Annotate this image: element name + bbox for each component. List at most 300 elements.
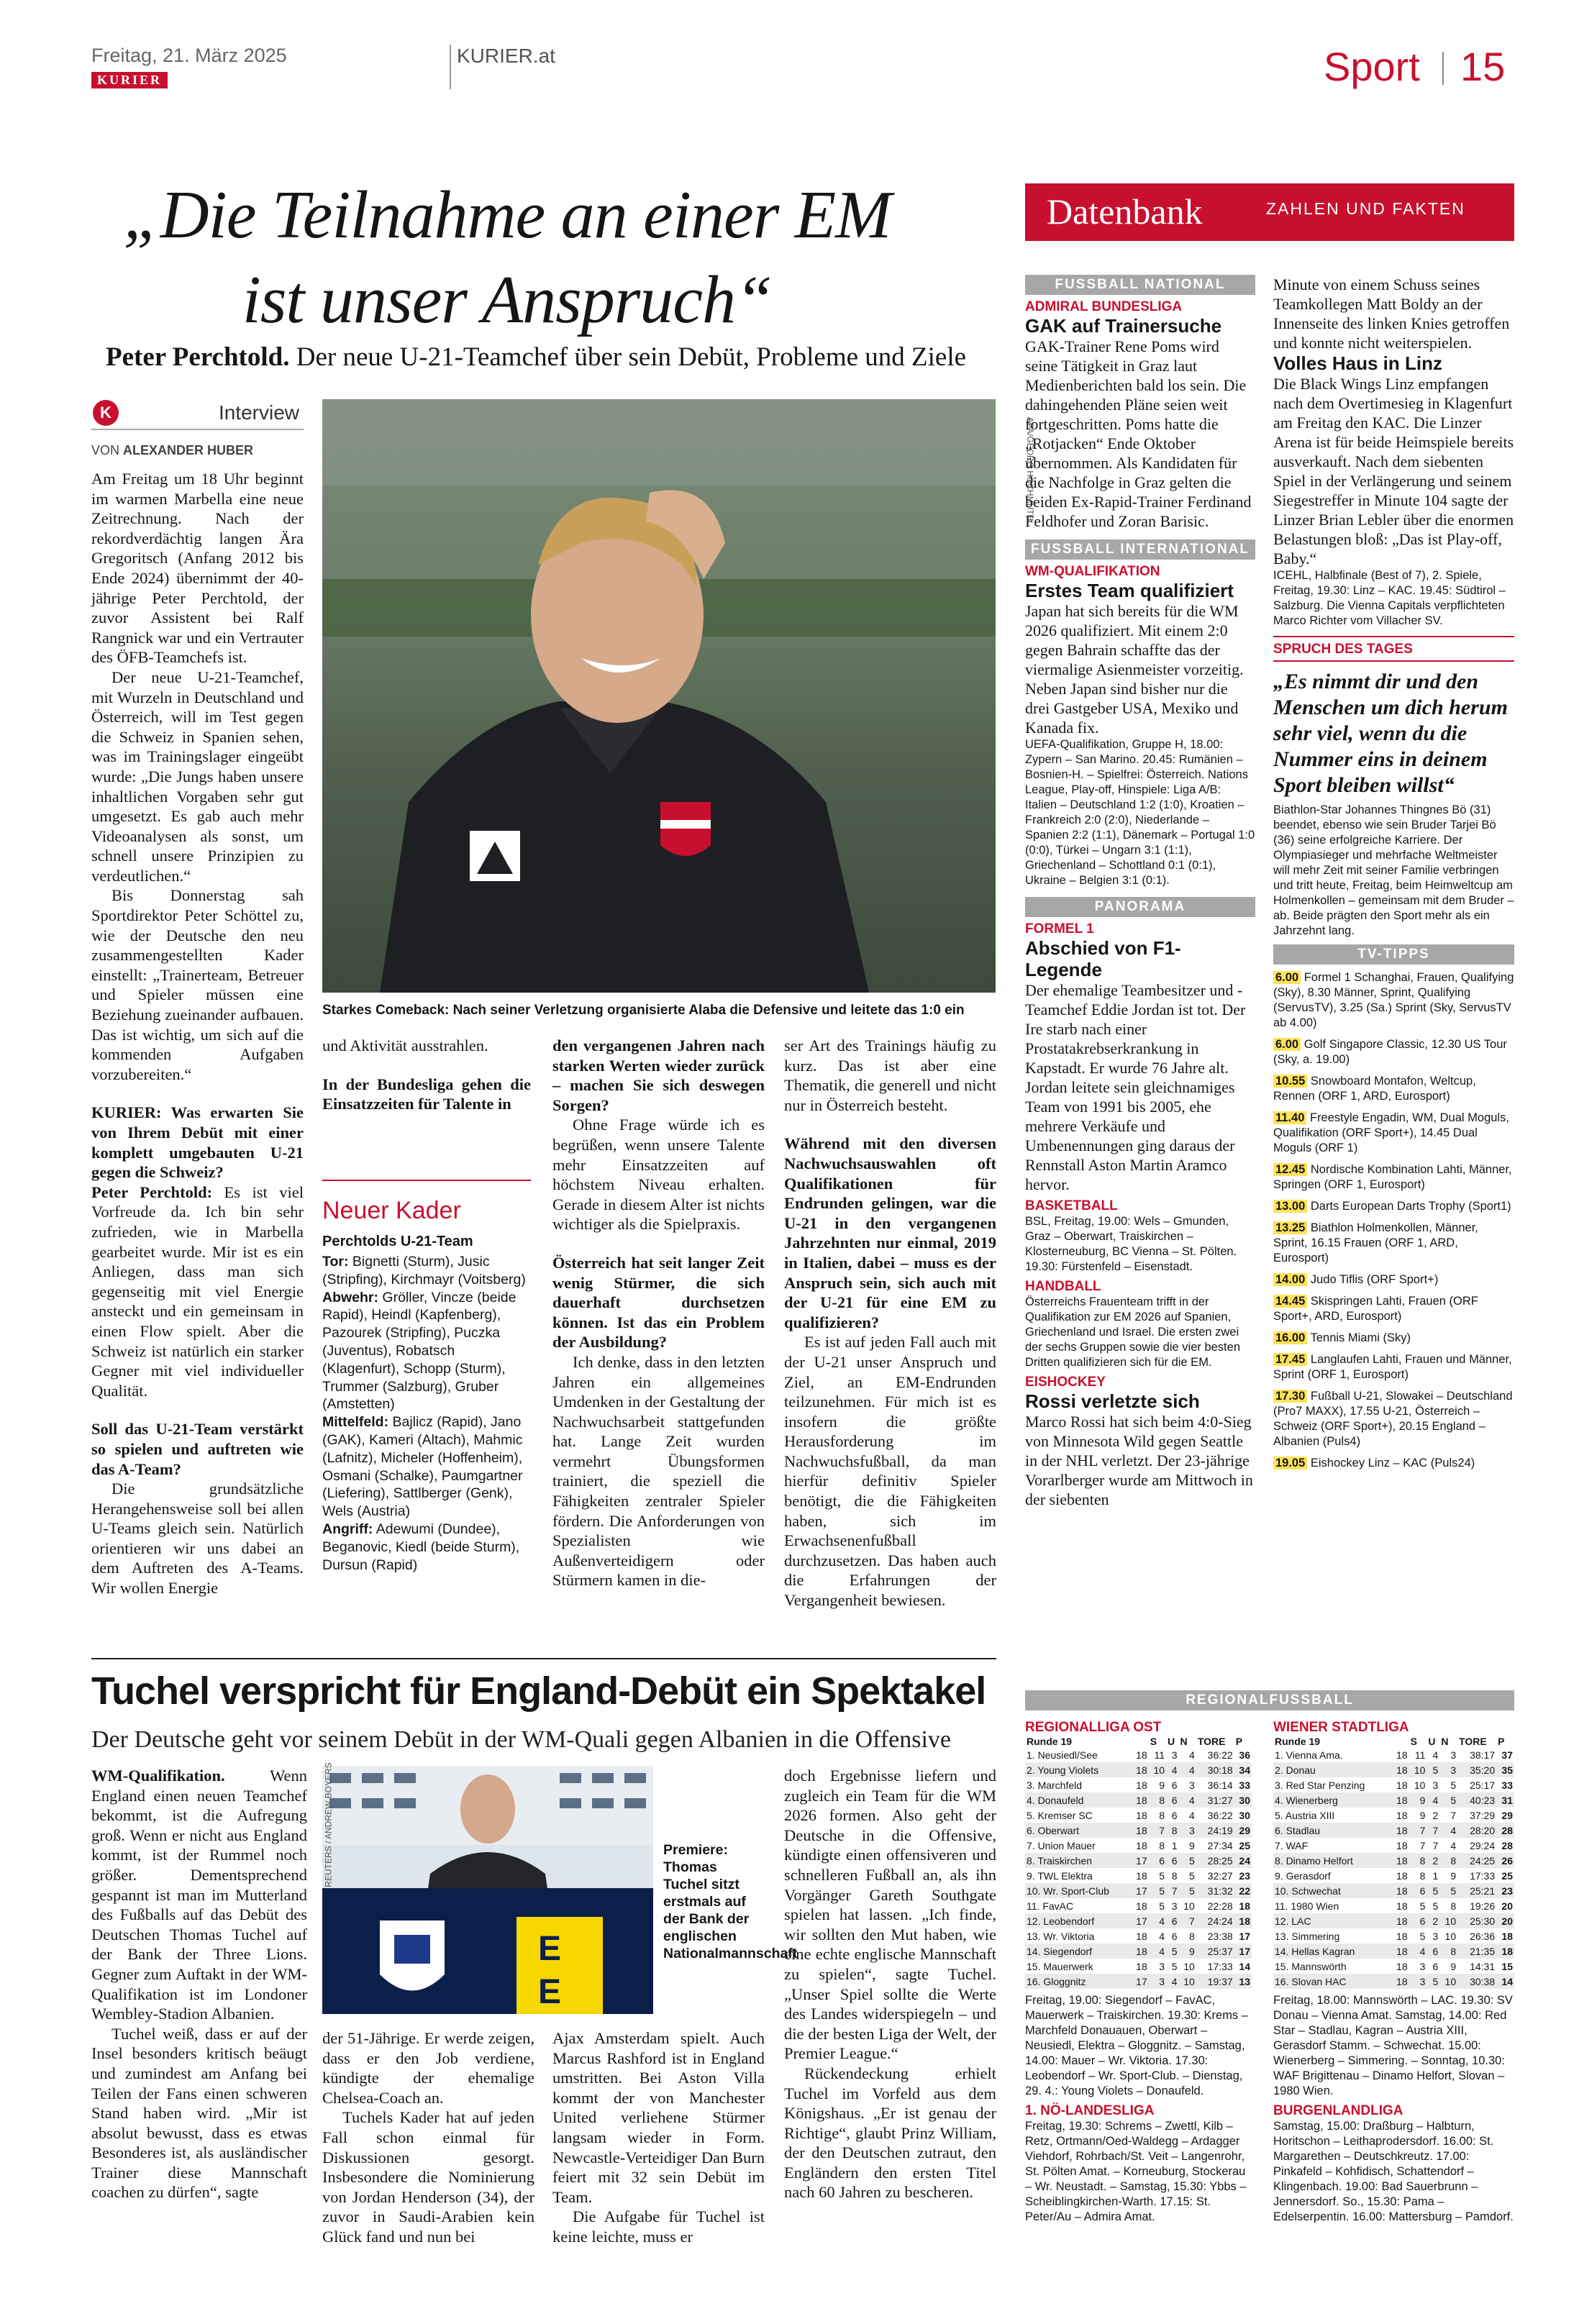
table-cell: 5 <box>1439 1792 1457 1808</box>
table-cell: 18 <box>1131 1792 1148 1808</box>
table-cell: 3 <box>1419 1960 1426 1972</box>
table-cell: 5 <box>1189 1869 1195 1882</box>
table-cell: 10 <box>1409 1762 1427 1777</box>
table-row <box>1025 1792 1252 1808</box>
table-cell: 14. Siegendorf <box>1025 1943 1131 1959</box>
table-cell: 20 <box>1501 1900 1513 1912</box>
bar-tv: TV-TIPPS <box>1273 944 1514 965</box>
table-cell: 8 <box>1159 1809 1165 1821</box>
table-cell: 5 <box>1171 1960 1178 1972</box>
table-cell: 5 <box>1426 1974 1439 1989</box>
table-cell: 1 <box>1171 1839 1178 1851</box>
tv-tip-text: Biathlon Holmenkollen, Männer, Sprint, 16.15 Frauen (ORF 1, ARD, Eurosport) <box>1273 1221 1478 1264</box>
table-cell: 5 <box>1149 1883 1166 1898</box>
table-cell: 30:18 <box>1196 1762 1234 1777</box>
table-cell: 5 <box>1432 1900 1439 1912</box>
table-cell: 25:17 <box>1470 1779 1496 1791</box>
tv-tip-text: Judo Tiflis (ORF Sport+) <box>1310 1273 1439 1286</box>
table-cell: 30:38 <box>1457 1974 1496 1989</box>
table-row <box>1025 1883 1252 1898</box>
tv-tip-time: 10.55 <box>1273 1075 1307 1088</box>
table-cell: 11 <box>1154 1749 1165 1761</box>
table-cell: 14 <box>1496 1974 1514 1989</box>
table-row <box>1025 1838 1252 1853</box>
table-row <box>1273 1792 1514 1808</box>
table-cell: 18 <box>1396 1839 1408 1851</box>
table-cell: 21:35 <box>1457 1943 1496 1959</box>
table-cell: 8 <box>1409 1853 1427 1868</box>
tv-tip-item <box>1273 1456 1514 1471</box>
table-cell: 18 <box>1391 1823 1409 1838</box>
table-row <box>1025 1943 1252 1959</box>
table-cell: 5 <box>1450 1779 1457 1791</box>
table-cell: 33 <box>1501 1779 1513 1791</box>
table-cell: 8 <box>1439 1853 1457 1868</box>
tv-list <box>1273 970 1514 1471</box>
table-cell: 4 <box>1149 1913 1166 1928</box>
table-cell: 18 <box>1391 1762 1409 1777</box>
table-cell: 4 <box>1179 1792 1196 1808</box>
table-row <box>1273 1853 1514 1868</box>
table-cell: 18 <box>1136 1749 1147 1761</box>
table-cell: 5. Kremser SC <box>1027 1809 1093 1821</box>
table-cell: 18 <box>1136 1900 1147 1912</box>
table-cell: 4 <box>1166 1974 1179 1989</box>
table-cell: 7. Union Mauer <box>1027 1839 1096 1851</box>
table-cell: 28:25 <box>1196 1853 1234 1868</box>
table-cell: 23 <box>1496 1883 1514 1898</box>
tv-tip-time: 14.00 <box>1273 1273 1307 1286</box>
table-cell: 30 <box>1239 1809 1250 1821</box>
tv-tip-time: 13.00 <box>1273 1200 1307 1213</box>
table-row <box>1273 1777 1514 1792</box>
table-cell: 19:26 <box>1470 1900 1496 1912</box>
table-cell: 16. Gloggnitz <box>1025 1974 1131 1989</box>
table-cell: 5 <box>1179 1883 1196 1898</box>
kader-list: Tor: Bignetti (Sturm), Jusic (Stripfing), Kirchmayr (Voitsberg) Abwehr: Gröller, Vincze (beide Rapid), Heindl (Kapfenberg), Pazourek (Stripfing), Puczka (Juventus), Robatsch (Klagenfurt), Schopp (Sturm), Trummer (Salzburg), Gruber (Amstetten) Mittelfeld: Bajlicz (Rapid), Jano (GAK), Kameri (Altach), Mahmic (Lafnitz), Micheler (Hoffenheim), Osmani (Schalke), Paumgartner (Liefering), Sattlberger (Genk), Wels (Austria) Angriff: Adewumi (Dundee), Beganovic, Kiedl (beide Sturm), Dursun (Rapid) <box>322 1254 526 1573</box>
table-cell: 25:21 <box>1457 1883 1496 1898</box>
table-cell: 1 <box>1432 1869 1439 1882</box>
table-cell: 24:25 <box>1457 1853 1496 1868</box>
table-cell: 35:20 <box>1457 1762 1496 1777</box>
table-cell: 6. Oberwart <box>1025 1823 1131 1838</box>
table-row <box>1025 1823 1252 1838</box>
table-cell: 3 <box>1409 1974 1427 1989</box>
table-cell: 10 <box>1439 1974 1457 1989</box>
table-cell: 10. Wr. Sport-Club <box>1025 1883 1131 1898</box>
table-cell: 4 <box>1189 1809 1195 1821</box>
table-cell: 36:22 <box>1207 1749 1233 1761</box>
table-cell: 6 <box>1166 1913 1179 1928</box>
table-cell: 10. Schwechat <box>1273 1883 1391 1898</box>
article1-col2: und Aktivität ausstrahlen. In der Bundesliga gehen die Einsatzzeiten für Talente in <box>322 1036 531 1113</box>
table-cell: 17 <box>1234 1943 1252 1959</box>
table-cell: 6 <box>1409 1883 1427 1898</box>
table-cell: 18 <box>1396 1869 1408 1882</box>
tv-tip-text: Formel 1 Schanghai, Frauen, Qualifying (Sky), 8.30 Männer, Sprint, Qualifying (ServusTV), 3.25 (Sa.) Sprint (Sky, ServusTV ab 4.00) <box>1273 971 1514 1029</box>
table-cell: 18 <box>1131 1823 1148 1838</box>
table-cell: 3. Red Star Penzing <box>1275 1779 1365 1791</box>
table-cell: 4 <box>1432 1749 1439 1761</box>
table-cell: 2. Young Violets <box>1025 1762 1131 1777</box>
table-cell: 3 <box>1159 1960 1165 1972</box>
table-cell: 8 <box>1149 1792 1166 1808</box>
tv-tip-time: 19.05 <box>1273 1457 1307 1469</box>
svg-text:E: E <box>538 1973 562 2011</box>
table-cell: 4. Donaufeld <box>1025 1792 1131 1808</box>
question-1: KURIER: Was erwarten Sie von Ihrem Debüt mit einer komplett umgebauten U-21 gegen die Schweiz? <box>91 1103 304 1182</box>
table-cell: 9 <box>1409 1792 1427 1808</box>
table-cell: 3 <box>1432 1930 1439 1942</box>
table-cell: 15. Mauerwerk <box>1027 1960 1093 1972</box>
table-cell: 8. Dinamo Helfort <box>1273 1853 1391 1868</box>
tv-tip-time: 17.45 <box>1273 1353 1307 1366</box>
table-cell: 8 <box>1171 1869 1178 1882</box>
table-cell: 37 <box>1501 1749 1513 1761</box>
tv-tip-item <box>1273 1352 1514 1382</box>
table-cell: 7 <box>1166 1883 1179 1898</box>
table-cell: 17 <box>1131 1883 1148 1898</box>
regional-bar: REGIONALFUSSBALL <box>1025 1690 1514 1710</box>
article2-photo-credit: REUTERS / ANDREW BOYERS <box>323 1762 334 1887</box>
table-row <box>1273 1823 1514 1838</box>
table-cell: 7 <box>1419 1839 1426 1851</box>
table-cell: 11 <box>1414 1749 1426 1761</box>
table-cell: 2 <box>1426 1913 1439 1928</box>
table-cell: 4 <box>1159 1930 1165 1942</box>
answer-1: Peter Perchtold: Es ist viel Vorfreude da. Ich bin sehr zufrieden, wie in Marbella gearbeitet wurde. Mir ist es ein Anliegen, dass man sich gegenseitig mit viel Energie ansteckt und ein gemeinsam in einen Flow spielt. Aber die Schweiz ist natürlich ein starker Gegner mit viel individueller Qualität. <box>91 1182 304 1400</box>
table-cell: 32:27 <box>1207 1869 1233 1882</box>
table-cell: 7 <box>1409 1823 1427 1838</box>
table-cell: 18 <box>1396 1960 1408 1972</box>
table-cell: 4. Wienerberg <box>1273 1792 1391 1808</box>
table-cell: 10 <box>1183 1960 1195 1972</box>
table-cell: 4 <box>1166 1762 1179 1777</box>
article1-photo <box>322 399 1035 993</box>
table-cell: 9 <box>1419 1809 1426 1821</box>
tv-tip-item <box>1273 1331 1514 1346</box>
table-cell: 4 <box>1189 1749 1195 1761</box>
table-cell: 9. Gerasdorf <box>1275 1869 1331 1882</box>
table-cell: 12. Leobendorf <box>1025 1913 1131 1928</box>
table-cell: 18 <box>1131 1762 1148 1777</box>
table-cell: 13. Wr. Viktoria <box>1027 1930 1095 1942</box>
article2-subheadline: Der Deutsche geht vor seinem Debüt in der WM-Quali gegen Albanien in die Offensive <box>91 1726 952 1753</box>
table-cell: 4 <box>1439 1823 1457 1838</box>
table-cell: 34 <box>1234 1762 1252 1777</box>
table-row <box>1025 1777 1252 1792</box>
table-cell: 8 <box>1439 1943 1457 1959</box>
table-cell: 9 <box>1179 1943 1196 1959</box>
table-row <box>1273 1974 1514 1989</box>
bar-panorama: PANORAMA <box>1025 897 1255 917</box>
table-cell: 5 <box>1159 1900 1165 1912</box>
tv-tip-item <box>1273 1037 1514 1067</box>
table-row <box>1273 1838 1514 1853</box>
table-cell: 9. TWL Elektra <box>1027 1869 1093 1882</box>
table-cell: 25 <box>1501 1869 1513 1882</box>
table-cell: 28 <box>1496 1823 1514 1838</box>
article2-col2: der 51-Jährige. Er werde zeigen, dass er den Job verdiene, kündigte der ehemalige Chelsea-Coach an. Tuchels Kader hat auf jeden Fall schon einmal für Diskussionen gesorgt. Insbesondere die Nominierung von Jordan Henderson (34), der zuvor in Saudi-Arabien kein Glück fand und nun bei <box>322 2029 534 2246</box>
table-cell: 6 <box>1409 1913 1427 1928</box>
table-cell: 31:27 <box>1196 1792 1234 1808</box>
table-cell: 10 <box>1149 1762 1166 1777</box>
table-row <box>1273 1898 1514 1913</box>
table-cell: 5 <box>1439 1883 1457 1898</box>
tv-tip-text: Nordische Kombination Lahti, Männer, Springen (ORF 1, Eurosport) <box>1273 1163 1512 1191</box>
table-cell: 10 <box>1439 1913 1457 1928</box>
table-row <box>1025 1928 1252 1943</box>
article2-headline: Tuchel verspricht für England-Debüt ein Spektakel <box>91 1669 986 1713</box>
table-row <box>1025 1808 1252 1823</box>
datenbank-header <box>1025 183 1514 241</box>
table-cell: 18 <box>1136 1779 1147 1791</box>
table-cell: 6 <box>1166 1853 1179 1868</box>
table-cell: 2. Donau <box>1273 1762 1391 1777</box>
table-cell: 6 <box>1432 1960 1439 1972</box>
table-cell: 40:23 <box>1457 1792 1496 1808</box>
kader-box <box>322 1180 531 1574</box>
england-crest <box>380 1920 445 1991</box>
page-header <box>0 0 1579 101</box>
table-row <box>1025 1868 1252 1883</box>
table-cell: 8. Traiskirchen <box>1025 1853 1131 1868</box>
tv-tip-time: 13.25 <box>1273 1221 1307 1234</box>
tv-tip-text: Tennis Miami (Sky) <box>1310 1331 1411 1344</box>
table-cell: 10 <box>1179 1974 1196 1989</box>
table-cell: 8 <box>1159 1839 1165 1851</box>
table-row <box>1273 1747 1514 1762</box>
table-cell: 6 <box>1166 1792 1179 1808</box>
article2-col1: WM-Qualifikation. Wenn England einen neuen Teamchef bekommt, ist die Aufregung groß. Wenn er nicht aus England kommt, ist der Rummel noch größer. Dementsprechend gespannt ist man im Mutterland des Fußballs auf das Debüt des Deutschen Thomas Tuchel auf der Bank der Three Lions. Gegner zum Auftakt in der WM-Qualifikation ist im Londoner Wembley-Stadion Albanien. Tuchel weiß, dass er auf der Insel besonders kritisch beäugt und zumindest am Anfang bei Teilen der Fans einen schweren Stand haben wird. „Mir ist absolut bewusst, dass es etwas Besonderes ist, als ausländischer Trainer diese Mannschaft coachen zu dürfen“, sagte <box>91 1767 307 2202</box>
table-cell: 3 <box>1450 1749 1457 1761</box>
table-cell: 18 <box>1131 1943 1148 1959</box>
article2-col3: Ajax Amsterdam spielt. Auch Marcus Rashford ist in England umstritten. Bei Aston Villa kommt der von Manchester United verliehene Stürmer langsam wieder in Form. Newcastle-Verteidiger Dan Burn feiert mit 32 sein Debüt im Team. Die Aufgabe für Tuchel ist keine leichte, muss er <box>552 2029 765 2246</box>
header-site[interactable]: KURIER.at <box>457 45 555 67</box>
table-cell: 5 <box>1419 1900 1426 1912</box>
tv-tip-text: Freestyle Engadin, WM, Dual Moguls, Qualifikation (ORF Sport+), 14.45 Dual Moguls (ORF 1) <box>1273 1111 1509 1154</box>
tv-tip-item <box>1273 1272 1514 1288</box>
table-cell: 6 <box>1149 1853 1166 1868</box>
table-cell: 18 <box>1136 1960 1147 1972</box>
table-cell: 23:38 <box>1207 1930 1233 1942</box>
tv-tip-item <box>1273 1111 1514 1156</box>
k-icon: K <box>93 400 119 426</box>
article1-col1: Am Freitag um 18 Uhr beginnt im warmen Marbella eine neue Zeitrechnung. Nach der rekordverdächtig langen Ära Gregoritsch (Anfang 2012 bis Ende 2024) übernimmt der 40-jährige Peter Perchtold, der zuvor Assistent bei Ralf Rangnick war und ein Vertrauter des ÖFB-Teamchefs ist. Der neue U-21-Teamchef, mit Wurzeln in Deutschland und Österreich, will im Test gegen die Schweiz in Spanien sehen, was im Trainingslager eingeübt wurde: „Die Jungs haben unsere inhaltlichen Vorgaben sehr gut umgesetzt. Es gab auch mehr Videoanalysen als sonst, um schnell unsere Prinzipien zu verdeutlichen.“ Bis Donnerstag sah Sportdirektor Peter Schöttel zu, wie der Deutsche den neu zusammengestellten Kader einstellt: „Trainerteam, Betreuer und Spieler müssen eine Beziehung zueinander aufbauen. Das ist wichtig, um sich auf die kommenden Aufgaben vorzubereiten.“ KURIER: Was erwarten Sie von Ihrem Debüt mit einer komplett umgebauten U-21 gegen die Schweiz? Peter Perchtold: Es ist viel Vorfreude da. Ich bin sehr zufrieden, wie in Marbella gearbeitet wurde. Mir ist es ein Anliegen, dass man sich gegenseitig mit viel Energie ansteckt und ein gemeinsam in einen Flow spielt. Aber die Schweiz ist natürlich ein starker Gegner mit viel individueller Qualität. Soll das U-21-Team verstärkt so spielen und auftreten wie das A-Team? Die grundsätzliche Herangehensweise soll bei allen U-Teams gleich sein. Natürlich orientieren wir uns dabei an dem Auftreten des A-Teams. Wir wollen Energie <box>91 470 304 1598</box>
table-row <box>1025 1913 1252 1928</box>
table-cell: 1. Neusiedl/See <box>1027 1749 1098 1761</box>
table-cell: 6 <box>1426 1943 1439 1959</box>
table-row <box>1273 1959 1514 1974</box>
header-date: Freitag, 21. März 2025 <box>91 45 287 66</box>
table-cell: 5 <box>1159 1869 1165 1882</box>
table-row <box>1025 1747 1252 1762</box>
table-cell: 7 <box>1426 1823 1439 1838</box>
table-row <box>1025 1898 1252 1913</box>
ee-logo <box>517 1917 603 2014</box>
table-cell: 13. Simmering <box>1275 1930 1340 1942</box>
table-cell: 14. Hellas Kagran <box>1273 1943 1391 1959</box>
table-cell: 8 <box>1450 1900 1457 1912</box>
table-cell: 19:37 <box>1196 1974 1234 1989</box>
table-cell: 17:33 <box>1207 1960 1233 1972</box>
table-cell: 9 <box>1450 1960 1457 1972</box>
table-cell: 7 <box>1149 1823 1166 1838</box>
table-cell: 4 <box>1409 1943 1427 1959</box>
table-cell: 18 <box>1136 1869 1147 1882</box>
bar-international: FUSSBALL INTERNATIONAL <box>1025 539 1255 560</box>
svg-text:E: E <box>538 1930 562 1968</box>
table-cell: 17 <box>1131 1974 1148 1989</box>
table-cell: 24:24 <box>1196 1913 1234 1928</box>
table-cell: 36:14 <box>1207 1779 1233 1791</box>
tv-tip-item <box>1273 1199 1514 1214</box>
table-cell: 17:33 <box>1470 1869 1496 1882</box>
table-cell: 24 <box>1234 1853 1252 1868</box>
table-cell: 28:20 <box>1457 1823 1496 1838</box>
kurier-logo: KURIER <box>91 72 168 88</box>
table-cell: 38:17 <box>1470 1749 1496 1761</box>
table-cell: 18 <box>1391 1883 1409 1898</box>
table-cell: 3 <box>1171 1749 1178 1761</box>
table-cell: 11. FavAC <box>1027 1900 1074 1912</box>
tv-tip-time: 6.00 <box>1273 971 1301 984</box>
tv-tip-item <box>1273 970 1514 1031</box>
table-cell: 14:31 <box>1470 1960 1496 1972</box>
tv-tip-item <box>1273 1162 1514 1193</box>
table-cell: 25:37 <box>1196 1943 1234 1959</box>
table-cell: 9 <box>1159 1779 1165 1791</box>
table-cell: 18 <box>1391 1974 1409 1989</box>
kader-title: Neuer Kader <box>322 1197 461 1224</box>
regionalliga-ost-table: Runde 19 S U N TORE P 1. Neusiedl/See 18 11 3 4 36:22 36 2. Young Violets 18 10 4 4 30:18 34 3. Marchfeld 18 9 6 3 36:14 33 4. Donaufeld 18 8 6 4 31:27 30 5. Kremser SC 18 8 6 4 36:22 30 6. Oberwart 18 7 8 3 24:19 29 7. Union Mauer 18 8 1 9 27:34 25 8. Traiskirchen 17 6 6 5 28:25 24 9. TWL Elektra 18 5 8 5 32:27 23 10. Wr. Sport-Club 17 5 7 5 31:32 22 11. FavAC 18 5 3 10 22:28 18 12. Leobendorf 17 4 6 7 24:24 18 13. Wr. Viktoria 18 4 6 8 23:38 17 14. Siegendorf 18 4 5 9 25:37 17 15. Mauerwerk 18 3 5 10 17:33 14 16. Gloggnitz 17 3 4 10 19:37 13 <box>1025 1736 1252 1989</box>
table-cell: 3 <box>1171 1900 1178 1912</box>
table-cell: 18 <box>1391 1913 1409 1928</box>
spruch-head: SPRUCH DES TAGES <box>1273 642 1413 657</box>
table-cell: 6 <box>1171 1809 1178 1821</box>
table-cell: 29 <box>1501 1809 1513 1821</box>
table-cell: 18 <box>1396 1779 1408 1791</box>
table-cell: 22:28 <box>1207 1900 1233 1912</box>
table-cell: 18 <box>1391 1792 1409 1808</box>
table-cell: 7 <box>1179 1913 1196 1928</box>
table-cell: 18 <box>1391 1853 1409 1868</box>
tv-tip-text: Skispringen Lahti, Frauen (ORF Sport+, ARD, Eurosport) <box>1273 1295 1478 1323</box>
press-photo <box>322 1766 653 2014</box>
table-cell: 4 <box>1450 1839 1457 1851</box>
table-cell: 9 <box>1189 1839 1195 1851</box>
photo-caption: Starkes Comeback: Nach seiner Verletzung organisierte Alaba die Defensive und leitete das 1:0 ein <box>322 1003 965 1018</box>
table-cell: 3 <box>1189 1779 1195 1791</box>
raiffeisen-logo <box>470 831 520 881</box>
table-row <box>1025 1762 1252 1777</box>
table-cell: 16. Slovan HAC <box>1273 1974 1391 1989</box>
table-row <box>1273 1883 1514 1898</box>
table-cell: 37:29 <box>1470 1809 1496 1821</box>
datenbank-col2: Minute von einem Schuss seines Teamkollegen Matt Boldy an der Innenseite des linken Knies getroffen und konnte nicht weiterspielen. Volles Haus in Linz Die Black Wings Linz empfangen nach dem Overtimesieg in Klagenfurt am Freitag den KAC. Die Linzer Arena ist für beide Heimspiele bereits ausverkauft. Nach dem siebenten Spiel in der Verlängerung und seinem Siegestreffer in Minute 104 sagte der Linzer Brian Lebler über die enormen Belastungen bloß: „Das ist Play-off, Baby.“ ICEHL, Halbfinale (Best of 7), 2. Spiele, Freitag, 19.30: Linz – KAC. 19.45: Südtirol – Salzburg. Die Vienna Capitals verpflichteten Marco Richter vom Villacher SV. SPRUCH DES TAGES „Es nimmt dir und den Menschen um dich herum sehr viel, wenn du die Nummer eins in deinem Sport bleiben willst“ Biathlon-Star Johannes Thingnes Bö (31) beendet, ebenso wie sein Bruder Tarjei Bö (36) seine erfolgreiche Karriere. Der Olympiasieger und mehrfache Weltmeister will mehr Zeit mit seiner Familie verbringen und tritt heute, Freitag, beim Heimweltcup am Holmenkollen – gemeinsam mit dem Bruder – ab. Beide prägten den Sport mehr als ein Jahrzehnt lang. TV-TIPPS 6.00 Formel 1 Schanghai, Frauen, Qualifying (Sky), 8.30 Männer, Sprint, Qualifying (ServusTV), 3.25 (Sa.) Sprint (Sky, ServusTV ab 4.00) 6.00 Golf Singapore Classic, 12.30 US Tour (Sky, a. 19.00) 10.55 Snowboard Montafon, Weltcup, Rennen (ORF 1, ARD, Eurosport) 11.40 Freestyle Engadin, WM, Dual Moguls, Qualifikation (ORF Sport+), 14.45 Dual Moguls (ORF 1) 12.45 Nordische Kombination Lahti, Männer, Springen (ORF 1, Eurosport) 13.00 Darts European Darts Trophy (Sport1) 13.25 Biathlon Holmenkollen, Männer, Sprint, 16.15 Frauen (ORF 1, ARD, Eurosport) 14.00 Judo Tiflis (ORF Sport+) 14.45 Skispringen Lahti, Frauen (ORF Sport+, ARD, Eurosport) 16.00 Tennis Miami (Sky) 17.45 Langlaufen Lahti, Frauen und Männer, Sprint (ORF 1, Eurosport) 17.30 Fußball U-21, Slowakei – Deutschland (Pro7 MAXX), 17.55 U-21, Österreich – Schweiz (ORF Sport+), 20.15 England – Albanien (Puls4) 19.05 Eishockey Linz – KAC (Puls24) <box>1273 275 1514 1469</box>
wiener-stadtliga: WIENER STADTLIGA Runde 19 S U N TORE P 1. Vienna Ama. 18 11 4 3 38:17 37 2. Donau 18 10 5 3 35:20 35 3. Red Star Penzing 18 10 3 5 25:17 33 4. Wienerberg 18 9 4 5 40:23 31 5. Austria XIII 18 9 2 7 37:29 29 6. Stadlau 18 7 7 4 28:20 28 7. WAF 18 7 7 4 29:24 28 8. Dinamo Helfort 18 8 2 8 24:25 26 9. Gerasdorf 18 8 1 9 17:33 25 10. Schwechat 18 6 5 5 25:21 23 11. 1980 Wien 18 5 5 8 19:26 20 12. LAC 18 6 2 10 25:30 20 13. Simmering 18 5 3 10 26:36 18 14. Hellas Kagran 18 4 6 8 21:35 18 15. Mannswörth 18 3 6 9 14:31 15 16. Slovan HAC 18 3 5 10 30:38 14 Freitag, 18.00: Mannswörth – LAC. 19.30: SV Donau – Vienna Amat. Samstag, 14.00: Red Star – Stadlau, Kagran – Austria XIII, Gerasdorf Stamm. – Schwechat. 15.00: Wienerberg – Simmering. – Sonntag, 10.30: WAF Brigittenau – Dinamo Helfort, Slovan – 1980 Wien. BURGENLANDLIGA Samstag, 15.00: Draßburg – Halbturn, Horitschon – Leithaprodersdorf. 16.00: St. Margarethen – Deutschkreutz. 17.00: Pinkafeld – Kohfidisch, Schattendorf – Klingenbach. 19.00: Bad Sauerbrunn – Jennersdorf. So., 15.30: Pama – Edelserpentin. 16.00: Mattersburg – Pamdorf. <box>1273 1720 1514 2223</box>
table-cell: 7 <box>1432 1839 1439 1851</box>
header-divider-2 <box>1442 52 1444 85</box>
table-cell: 9 <box>1450 1869 1457 1882</box>
table-cell: 12. LAC <box>1273 1913 1391 1928</box>
table-cell: 31:32 <box>1196 1883 1234 1898</box>
table-cell: 22 <box>1234 1883 1252 1898</box>
table-cell: 18 <box>1396 1900 1408 1912</box>
table-cell: 4 <box>1426 1792 1439 1808</box>
table-cell: 5 <box>1426 1883 1439 1898</box>
table-cell: 24:19 <box>1196 1823 1234 1838</box>
section-title: Sport <box>1324 44 1420 89</box>
table-cell: 29:24 <box>1470 1839 1496 1851</box>
article1-col4: ser Art des Trainings häufig zu kurz. Das ist aber eine Thematik, die generell und nicht nur in Österreich besteht. Während mit den diversen Nachwuchsauswahlen oft Qualifikationen für Endrunden gelingen, war die U-21 in den vergangenen Jahrzehnten nur einmal, 2019 in Italien, dabei – muss es der Anspruch sein, sich auch mit der U-21 für eine EM zu qualifizieren? Es ist auf jeden Fall auch mit der U-21 unser Anspruch und Ziel, an EM-Endrunden teilzunehmen. Für mich ist es insofern die größte Herausforderung im Nachwuchsfußball, da man hierfür definitiv Spieler benötigt, die die Fähigkeiten haben, sich im Erwachsenenfußball durchzusetzen. Das haben auch die Erfahrungen der Vergangenheit bewiesen. <box>784 1036 996 1610</box>
tv-tip-text: Eishockey Linz – KAC (Puls24) <box>1310 1457 1475 1469</box>
table-cell: 18 <box>1234 1913 1252 1928</box>
table-row <box>1273 1868 1514 1883</box>
table-cell: 3. Marchfeld <box>1027 1779 1083 1791</box>
table-cell: 29 <box>1234 1823 1252 1838</box>
table-row <box>1273 1943 1514 1959</box>
datenbank-title: Datenbank <box>1047 191 1203 232</box>
table-cell: 18 <box>1136 1809 1147 1821</box>
table-cell: 17 <box>1131 1913 1148 1928</box>
table-cell: 31 <box>1496 1792 1514 1808</box>
datenbank-col1: FUSSBALL NATIONAL ADMIRAL BUNDESLIGA GAK auf Trainersuche GAK-Trainer Rene Poms wird seine Tätigkeit in Graz laut Medienberichten bald los sein. Die dahingehenden Pläne seien weit fortgeschritten. Poms hatte die „Rotjacken“ Ende Oktober übernommen. Als Kandidaten für die Nachfolge in Graz gelten die beiden Ex-Rapid-Trainer Ferdinand Feldhofer und Zoran Barisic. FUSSBALL INTERNATIONAL WM-QUALIFIKATION Erstes Team qualifiziert Japan hat sich bereits für die WM 2026 qualifiziert. Mit einem 2:0 gegen Bahrain schaffte das der viermalige Asienmeister vorzeitig. Neben Japan sind bisher nur die drei Gastgeber USA, Mexiko und Kanada fix. UEFA-Qualifikation, Gruppe H, 18.00: Zypern – San Marino. 20.45: Rumänien – Bosnien-H. – Spielfrei: Österreich. Nations League, Play-off, Hinspiele: Liga A/B: Italien – Deutschland 1:2 (1:0), Kroatien – Frankreich 2:0 (2:0), Niederlande – Spanien 2:2 (1:1), Dänemark – Portugal 1:0 (0:0), Türkei – Ungarn 3:1 (1:1), Griechenland – Schottland 0:1 (0:1), Ukraine – Belgien 3:1 (0:1). PANORAMA FORMEL 1 Abschied von F1-Legende Der ehemalige Teambesitzer und -Teamchef Eddie Jordan ist tot. Der Ire starb nach einer Prostatakrebserkrankung in Kapstadt. Er wurde 76 Jahre alt. Jordan leitete sein gleichnamiges Team von 1991 bis 2005, ehe mehrere Verkäufe und Umbenennungen ging daraus der Rennstall Aston Martin Aramco hervor. BASKETBALL BSL, Freitag, 19.00: Wels – Gmunden, Graz – Oberwart, Traiskirchen – Klosterneuburg, BC Vienna – St. Pölten. 19.30: Fürstenfeld – Eisenstadt. HANDBALL Österreichs Frauenteam trifft in der Qualifikation zur EM 2026 auf Spanien, Griechenland und Israel. Die ersten zwei der sechs Gruppen sowie die vier besten Dritten qualifizieren sich für die EM. EISHOCKEY Rossi verletzte sich Marco Rossi hat sich beim 4:0-Sieg von Minnesota Wild gegen Seattle in der NHL verletzt. Der 23-jährige Vorarlberger wurde am Mittwoch in der siebenten <box>1025 275 1255 1509</box>
table-cell: 15 <box>1501 1960 1513 1972</box>
table-cell: 27:34 <box>1207 1839 1233 1851</box>
article1-headline: „Die Teilnahme an einer EM ist unser Anspruch“ <box>123 178 891 337</box>
table-cell: 7. WAF <box>1275 1839 1309 1851</box>
table-row <box>1273 1913 1514 1928</box>
regionalliga-ost: REGIONALLIGA OST Runde 19 S U N TORE P 1. Neusiedl/See 18 11 3 4 36:22 36 2. Young Violets 18 10 4 4 30:18 34 3. Marchfeld 18 9 6 3 36:14 33 4. Donaufeld 18 8 6 4 31:27 30 5. Kremser SC 18 8 6 4 36:22 30 6. Oberwart 18 7 8 3 24:19 29 7. Union Mauer 18 8 1 9 27:34 25 8. Traiskirchen 17 6 6 5 28:25 24 9. TWL Elektra 18 5 8 5 32:27 23 10. Wr. Sport-Club 17 5 7 5 31:32 22 11. FavAC 18 5 3 10 22:28 18 12. Leobendorf 17 4 6 7 24:24 18 13. Wr. Viktoria 18 4 6 8 23:38 17 14. Siegendorf 18 4 5 9 25:37 17 15. Mauerwerk 18 3 5 10 17:33 14 16. Gloggnitz 17 3 4 10 19:37 13 Freitag, 19.00: Siegendorf – FavAC, Mauerwerk – Traiskirchen. 19.30: Krems – Marchfeld Donauauen, Oberwart – Neusiedl, Elektra – Gloggnitz. – Samstag, 14.00: Mauer – Wr. Viktoria. 17.30: Leobendorf – Wr. Sport-Club. – Dienstag, 29. 4.: Young Violets – Donaufeld. 1. NÖ-LANDESLIGA Freitag, 19.30: Schrems – Zwettl, Kilb – Retz, Ortmann/Oed-Waldegg – Ardagger Viehdorf, Rohrbach/St. Veit – Langenrohr, St. Pölten Amat. – Korneuburg, Stockerau – Wr. Neustadt. – Samstag, 15.30: Ybbs – Scheiblingkirchen-Warth. 17.15: St. Peter/Au – Admira Amat. <box>1025 1720 1250 2223</box>
table-cell: 30 <box>1234 1792 1252 1808</box>
article2-topline <box>91 1658 996 1659</box>
table-cell: 18 <box>1396 1749 1408 1761</box>
table-cell: 7 <box>1450 1809 1457 1821</box>
tv-tip-item <box>1273 1294 1514 1324</box>
header-divider <box>450 45 451 89</box>
table-cell: 5 <box>1179 1853 1196 1868</box>
table-cell: 8 <box>1166 1823 1179 1838</box>
table-cell: 25 <box>1239 1839 1250 1851</box>
tv-tip-time: 14.45 <box>1273 1295 1307 1308</box>
table-cell: 13 <box>1234 1974 1252 1989</box>
tv-tip-item <box>1273 1389 1514 1449</box>
article2-photo <box>322 1766 653 2014</box>
table-cell: 8 <box>1189 1930 1195 1942</box>
tv-tip-text: Fußball U-21, Slowakei – Deutschland (Pro7 MAXX), 17.55 U-21, Österreich – Schweiz (ORF Sport+), 20.15 England – Albanien (Puls4) <box>1273 1390 1513 1448</box>
table-cell: 18 <box>1136 1930 1147 1942</box>
tv-tip-text: Langlaufen Lahti, Frauen und Männer, Sprint (ORF 1, Eurosport) <box>1273 1353 1512 1381</box>
article2-caption: Premiere: Thomas Tuchel sitzt erstmals auf der Bank der englischen Nationalmannschaft <box>663 1842 798 1961</box>
table-cell: 6 <box>1171 1779 1178 1791</box>
table-cell: 25:30 <box>1457 1913 1496 1928</box>
table-cell: 17 <box>1131 1853 1148 1868</box>
table-cell: 6. Stadlau <box>1273 1823 1391 1838</box>
wiener-stadtliga-table: Runde 19 S U N TORE P 1. Vienna Ama. 18 11 4 3 38:17 37 2. Donau 18 10 5 3 35:20 35 3. Red Star Penzing 18 10 3 5 25:17 33 4. Wienerberg 18 9 4 5 40:23 31 5. Austria XIII 18 9 2 7 37:29 29 6. Stadlau 18 7 7 4 28:20 28 7. WAF 18 7 7 4 29:24 28 8. Dinamo Helfort 18 8 2 8 24:25 26 9. Gerasdorf 18 8 1 9 17:33 25 10. Schwechat 18 6 5 5 25:21 23 11. 1980 Wien 18 5 5 8 19:26 20 12. LAC 18 6 2 10 25:30 20 13. Simmering 18 5 3 10 26:36 18 14. Hellas Kagran 18 4 6 8 21:35 18 15. Mannswörth 18 3 6 9 14:31 15 16. Slovan HAC 18 3 5 10 30:38 14 <box>1273 1736 1514 1989</box>
table-cell: 36 <box>1239 1749 1250 1761</box>
tv-tip-item <box>1273 1221 1514 1266</box>
table-cell: 5. Austria XIII <box>1275 1809 1335 1821</box>
table-row <box>1025 1959 1252 1974</box>
table-cell: 15. Mannswörth <box>1275 1960 1347 1972</box>
table-cell: 3 <box>1179 1823 1196 1838</box>
table-cell: 35 <box>1496 1762 1514 1777</box>
table-cell: 18 <box>1136 1839 1147 1851</box>
table-cell: 18 <box>1496 1943 1514 1959</box>
table-cell: 33 <box>1239 1779 1250 1791</box>
oefb-crest <box>660 802 711 856</box>
